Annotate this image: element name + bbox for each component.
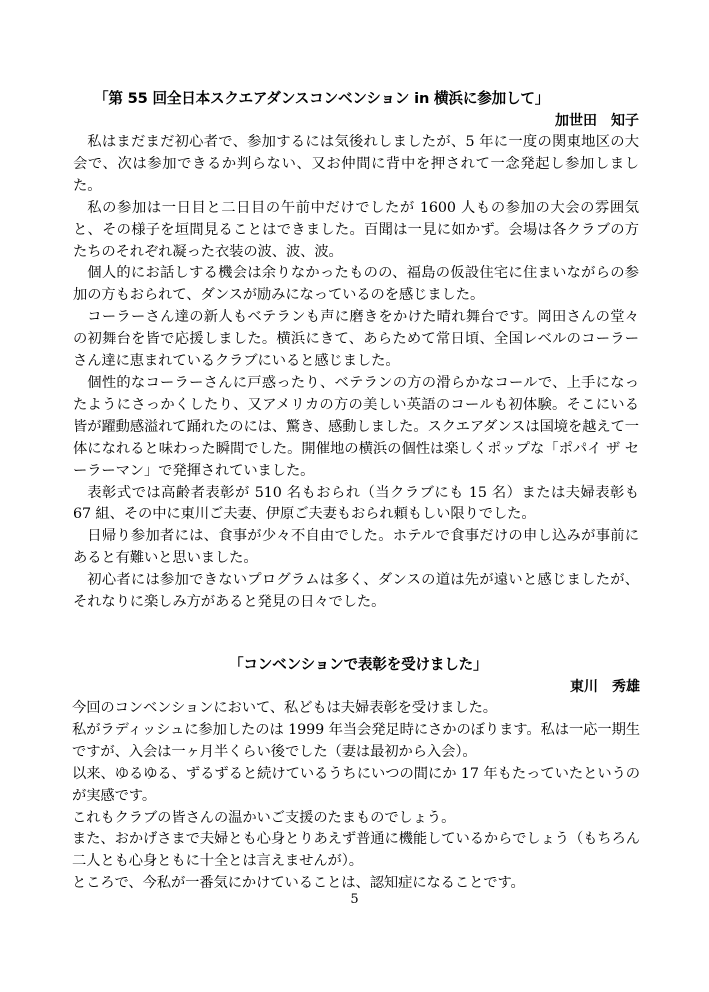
article-convention-participation — [73, 88, 639, 614]
paragraph: 私がラディッシュに参加したのは 1999 年当会発足時にさかのぼります。私は一応一期生ですが、入会は一ヶ月半くらい後でした（妻は最初から入会）。 — [72, 721, 640, 760]
article-author: 加世田 知子 — [555, 113, 639, 129]
article-body — [72, 698, 640, 895]
article-body — [73, 132, 639, 614]
article-award — [72, 654, 640, 895]
paragraph: 初心者には参加できないプログラムは多く、ダンスの道は先が遠いと感じましたが、それなりに楽しみ方があると発見の日々でした。 — [73, 572, 639, 611]
paragraph: コーラーさん達の新人もベテランも声に磨きをかけた晴れ舞台です。岡田さんの堂々の初舞台を皆で応援しました。横浜にきて、あらためて常日頃、全国レベルのコーラーさん達に恵まれているクラブにいると感じました。 — [73, 309, 639, 370]
page-number: 5 — [350, 892, 359, 907]
paragraph: これもクラブの皆さんの温かいご支援のたまものでしょう。 — [72, 809, 456, 826]
paragraph: 私の参加は一日目と二日目の午前中だけでしたが 1600 人もの参加の大会の雰囲気と、その様子を垣間見ることはできました。百聞は一見に如かず。会場は各クラブの方たちのそれぞれ凝った衣装の波、波、波。 — [73, 199, 639, 260]
article-title: 「第 55 回全日本スクエアダンスコンベンション in 横浜に参加して」 — [94, 90, 550, 107]
paragraph: また、おかげさまで夫婦とも心身とりあえず普通に機能しているからでしょう（もちろん二人とも心身ともに十全とは言えませんが）。 — [72, 831, 640, 870]
paragraph: ところで、今私が一番気にかけていることは、認知症になることです。 — [72, 875, 525, 892]
paragraph: 表彰式では高齢者表彰が 510 名もおられ（当クラブにも 15 名）または夫婦表彰も 67 組、その中に東川ご夫妻、伊原ご夫妻もおられ頼もしい限りでした。 — [73, 484, 639, 523]
paragraph: 今回のコンベンションにおいて、私どもは夫婦表彰を受けました。 — [72, 700, 497, 716]
paragraph: 日帰り参加者には、食事が少々不自由でした。ホテルで食事だけの申し込みが事前にあると有難いと思いました。 — [73, 528, 639, 567]
article-title: 「コンベンションで表彰を受けました」 — [229, 656, 488, 673]
paragraph: 個性的なコーラーさんに戸惑ったり、ベテランの方の滑らかなコールで、上手になったようにさっかくしたり、又アメリカの方の美しい英語のコールも初体験。そこにいる皆が躍動感溢れて踊れたのには、驚き、感動しました。スクエアダンスは国境を越えて一体になれると味わった瞬間でした。開催地の横浜の個性は楽しくポップな「ポパイ ザ セーラーマン」で発揮されていました。 — [73, 374, 639, 479]
paragraph: 個人的にお話しする機会は余りなかったものの、福島の仮設住宅に住まいながらの参加の方もおられて、ダンスが励みになっているのを感じました。 — [73, 265, 639, 304]
paragraph: 以来、ゆるゆる、ずるずると続けているうちにいつの間にか 17 年もたっていたというのが実感です。 — [72, 765, 640, 804]
paragraph: 私はまだまだ初心者で、参加するには気後れしましたが、5 年に一度の関東地区の大会で、次は参加できるか判らない、又お仲間に背中を押されて一念発起し参加しました。 — [73, 134, 639, 194]
article-author: 東川 秀雄 — [570, 679, 640, 695]
